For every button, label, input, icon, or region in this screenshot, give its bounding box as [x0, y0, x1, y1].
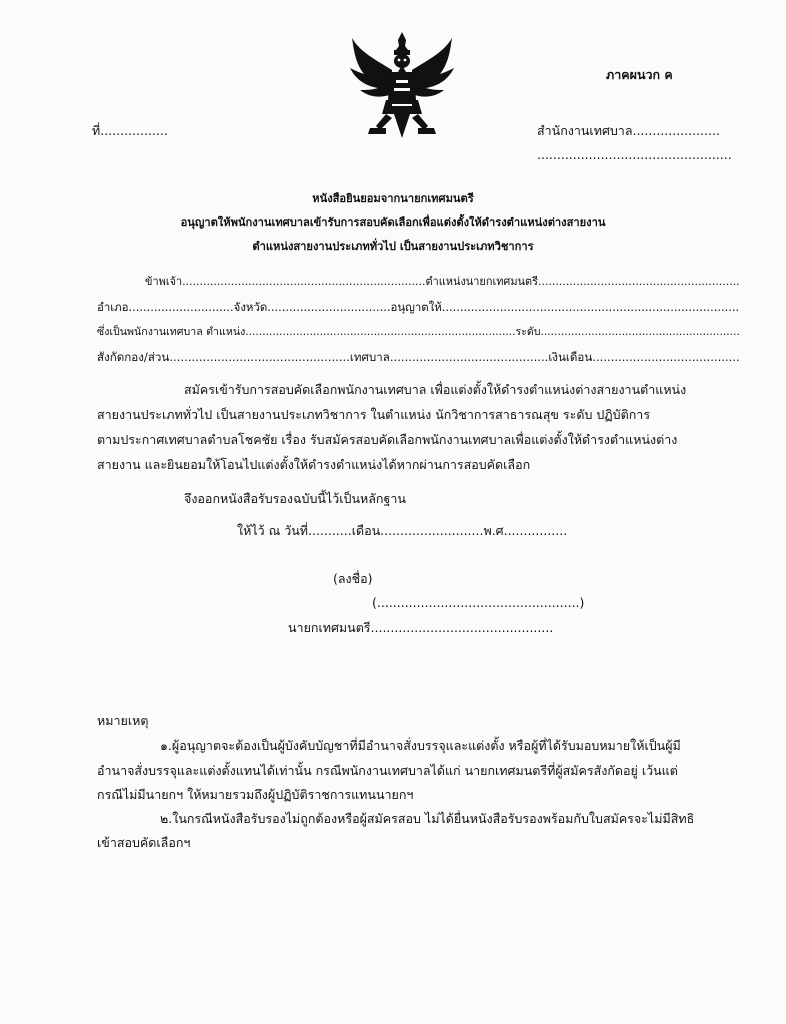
- reference-number: ที่.................: [92, 123, 168, 138]
- field-line-requester: ข้าพเจ้า......................................................................ตำแหน่งนายกเทศมนตรี..........................................................: [145, 275, 740, 288]
- note-line-5: เข้าสอบคัดเลือกฯ: [97, 835, 191, 850]
- body-line-1: สมัครเข้ารับการสอบคัดเลือกพนักงานเทศบาล เพื่อแต่งตั้งให้ดำรงตำแหน่งต่างสายงานตำแหน่ง: [184, 382, 687, 397]
- note-line-3: กรณีไม่มีนายกฯ ให้หมายรวมถึงผู้ปฏิบัติราชการแทนนายกฯ: [97, 787, 414, 802]
- signature-position-line: นายกเทศมนตรี..............................................: [288, 620, 554, 635]
- issue-statement: จึงออกหนังสือรับรองฉบับนี้ไว้เป็นหลักฐาน: [184, 491, 406, 506]
- issuing-office-line2: .................................................: [537, 147, 732, 162]
- notes-heading: หมายเหตุ: [97, 713, 149, 728]
- issuing-office: สำนักงานเทศบาล......................: [537, 123, 720, 138]
- body-line-4: สายงาน และยินยอมให้โอนไปแต่งตั้งให้ดำรงตำแหน่งได้หากผ่านการสอบคัดเลือก: [97, 457, 531, 472]
- field-line-position: ซึ่งเป็นพนักงานเทศบาล ตำแหน่ง................................................................................ระดับ...........................................................: [97, 325, 740, 338]
- appendix-label: ภาคผนวก ค: [606, 67, 673, 82]
- title-line-3: ตำแหน่งสายงานประเภททั่วไป เป็นสายงานประเภทวิชาการ: [252, 240, 534, 253]
- title-line-1: หนังสือยินยอมจากนายกเทศมนตรี: [312, 192, 474, 205]
- garuda-emblem-icon: [346, 30, 458, 142]
- field-line-division: สังกัดกอง/ส่วน.................................................เทศบาล...........................................เงินเดือน........................................: [97, 350, 740, 364]
- title-line-2: อนุญาตให้พนักงานเทศบาลเข้ารับการสอบคัดเลือกเพื่อแต่งตั้งให้ดำรงตำแหน่งต่างสายงาน: [180, 216, 606, 229]
- signature-name-line: (...................................................): [372, 595, 585, 610]
- field-line-district: อำเภอ.............................จังหวัด..................................อนุญาตให้..................................................................................: [97, 300, 740, 314]
- note-line-1: ๑.ผู้อนุญาตจะต้องเป็นผู้บังคับบัญชาที่มีอำนาจสั่งบรรจุและแต่งตั้ง หรือผู้ที่ได้รับมอบหมายให้เป็นผู้มี: [160, 738, 681, 753]
- note-line-2: อำนาจสั่งบรรจุและแต่งตั้งแทนได้เท่านั้น กรณีพนักงานเทศบาลได้แก่ นายกเทศมนตรีที่ผู้สมัครสังกัดอยู่ เว้นแต่: [97, 763, 678, 778]
- body-line-3: ตามประกาศเทศบาลตำบลโชคชัย เรื่อง รับสมัครสอบคัดเลือกพนักงานเทศบาลเพื่อแต่งตั้งให้ดำรงตำแหน่งต่าง: [97, 432, 678, 447]
- date-line: ให้ไว้ ณ วันที่...........เดือน..........................พ.ศ................: [237, 523, 568, 538]
- body-line-2: สายงานประเภททั่วไป เป็นสายงานประเภทวิชาการ ในตำแหน่ง นักวิชาการสาธารณสุข ระดับ ปฏิบัติการ: [97, 407, 651, 422]
- signature-label: (ลงชื่อ): [333, 571, 373, 586]
- note-line-4: ๒.ในกรณีหนังสือรับรองไม่ถูกต้องหรือผู้สมัครสอบ ไม่ได้ยื่นหนังสือรับรองพร้อมกับใบสมัครจะไม่มีสิทธิ: [160, 811, 695, 826]
